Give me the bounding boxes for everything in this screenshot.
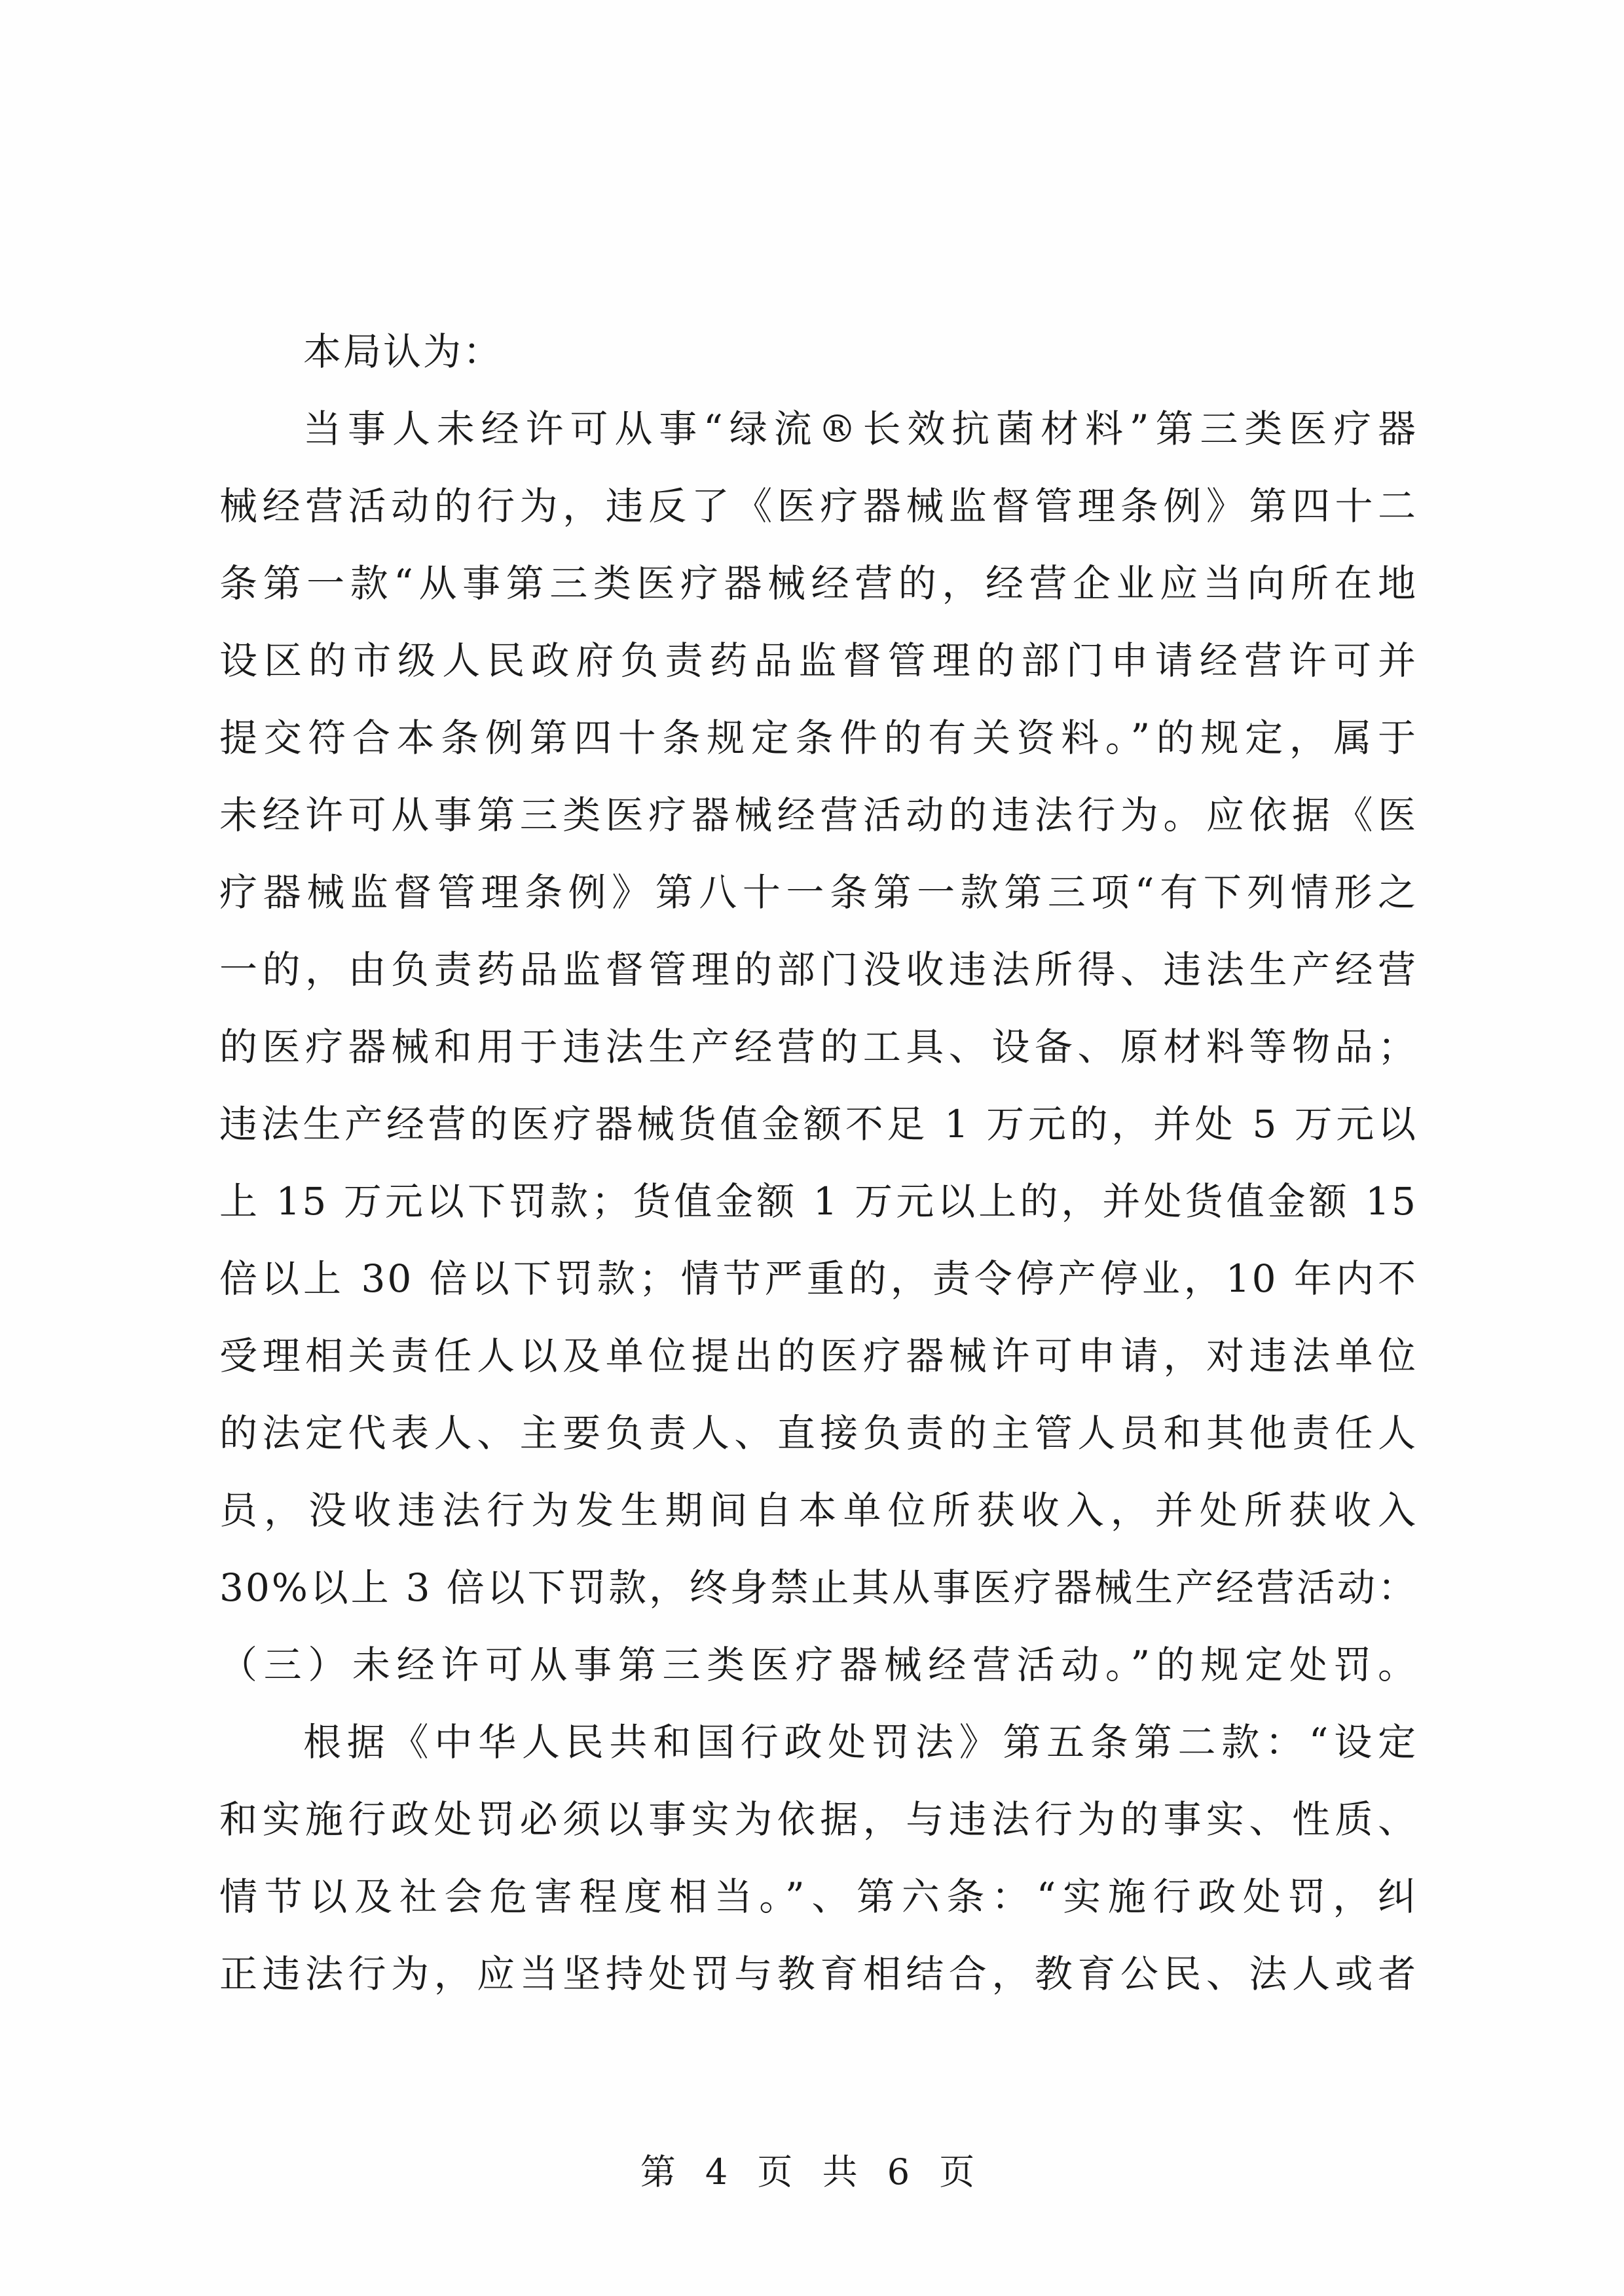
paragraph-line: 械经营活动的行为，违反了《医疗器械监督管理条例》第四十二 (219, 484, 1418, 528)
paragraph-line: 30%以上 3 倍以下罚款，终身禁止其从事医疗器械生产经营活动： (219, 1565, 1418, 1610)
page-number-footer: 第 4 页 共 6 页 (640, 2151, 984, 2193)
paragraph-line: 根据《中华人民共和国行政处罚法》第五条第二款：“设定 (303, 1720, 1418, 1764)
paragraph-line: 员，没收违法行为发生期间自本单位所获收入，并处所获收入 (219, 1488, 1418, 1533)
paragraph-line: 一的，由负责药品监督管理的部门没收违法所得、违法生产经营 (219, 947, 1418, 992)
paragraph-line: 正违法行为，应当坚持处罚与教育相结合，教育公民、法人或者 (219, 1952, 1418, 1996)
paragraph-line: 条第一款“从事第三类医疗器械经营的，经营企业应当向所在地 (219, 561, 1418, 606)
paragraph-line: 疗器械监督管理条例》第八十一条第一款第三项“有下列情形之 (219, 870, 1418, 915)
paragraph-line: 当事人未经许可从事“绿流®长效抗菌材料”第三类医疗器 (303, 407, 1418, 451)
paragraph-line: 上 15 万元以下罚款；货值金额 1 万元以上的，并处货值金额 15 (219, 1179, 1418, 1224)
paragraph-line: 提交符合本条例第四十条规定条件的有关资料。”的规定，属于 (219, 716, 1418, 760)
paragraph-line: 设区的市级人民政府负责药品监督管理的部门申请经营许可并 (219, 638, 1418, 683)
paragraph-line: 情节以及社会危害程度相当。”、第六条：“实施行政处罚，纠 (219, 1874, 1418, 1919)
paragraph-line: 和实施行政处罚必须以事实为依据，与违法行为的事实、性质、 (219, 1797, 1418, 1842)
paragraph-line: （三）未经许可从事第三类医疗器械经营活动。”的规定处罚。 (219, 1643, 1418, 1687)
document-body (219, 313, 1418, 2013)
paragraph-line: 违法生产经营的医疗器械货值金额不足 1 万元的，并处 5 万元以 (219, 1102, 1418, 1146)
paragraph-line: 受理相关责任人以及单位提出的医疗器械许可申请，对违法单位 (219, 1334, 1418, 1378)
paragraph-line: 本局认为： (303, 329, 504, 374)
paragraph-line: 的法定代表人、主要负责人、直接负责的主管人员和其他责任人 (219, 1411, 1418, 1455)
paragraph-line: 未经许可从事第三类医疗器械经营活动的违法行为。应依据《医 (219, 793, 1418, 837)
paragraph-line: 倍以上 30 倍以下罚款；情节严重的，责令停产停业，10 年内不 (219, 1256, 1418, 1301)
paragraph-line: 的医疗器械和用于违法生产经营的工具、设备、原材料等物品； (219, 1025, 1418, 1069)
